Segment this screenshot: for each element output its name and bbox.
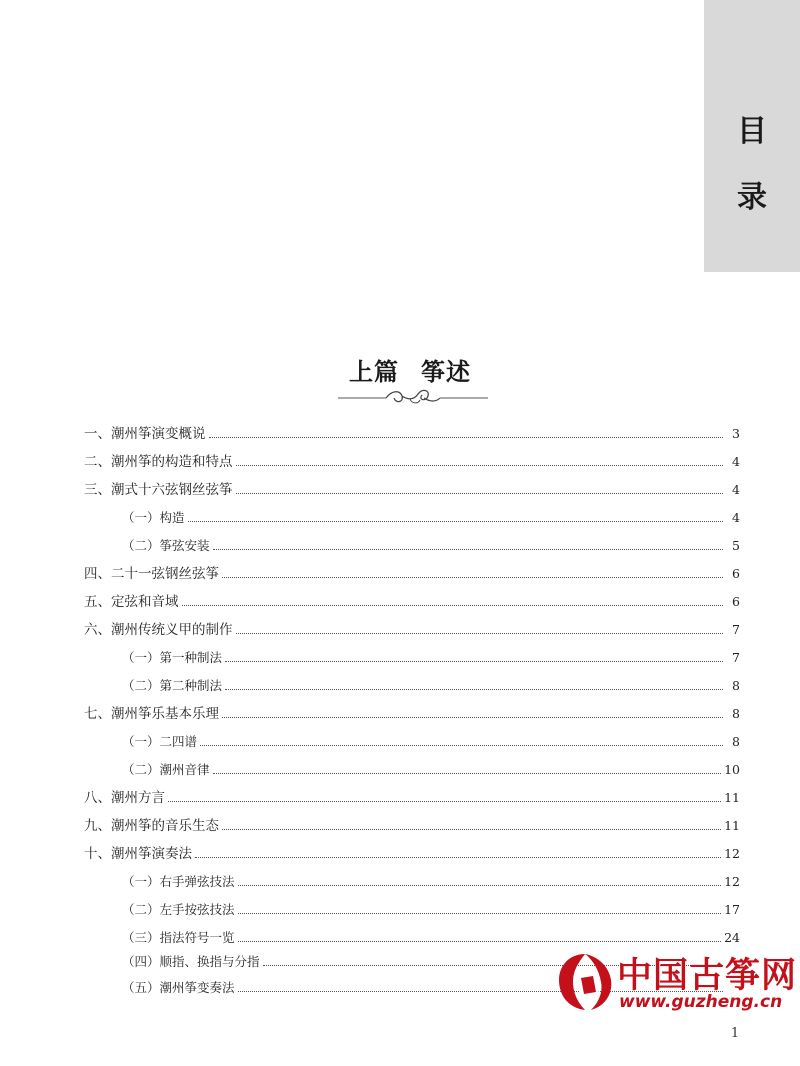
toc-entry-label: （一）构造 [122, 510, 185, 525]
section-title [250, 352, 570, 387]
toc-entry-label: 十、潮州筝演奏法 [84, 846, 192, 862]
watermark-site-name: 中国古筝网 [617, 956, 798, 996]
toc-entry-label: （三）指法符号一览 [122, 930, 235, 945]
toc-leader [238, 913, 722, 914]
site-watermark [555, 948, 798, 1018]
toc-entry-page: 6 [732, 566, 740, 581]
toc-entry-label: （五）潮州筝变奏法 [122, 980, 235, 995]
toc-entry-page: 17 [724, 902, 740, 917]
toc-entry[interactable] [84, 620, 740, 640]
toc-entry-page: 4 [732, 454, 740, 469]
toc-subentry[interactable] [122, 676, 740, 696]
toc-entry-label: （一）第一种制法 [122, 650, 223, 665]
section-title-part1: 上篇 [349, 357, 399, 386]
side-tab-char-mu: 目 [737, 114, 767, 149]
toc-entry-label: 二、潮州筝的构造和特点 [84, 454, 233, 470]
toc-entry[interactable] [84, 592, 740, 612]
toc-leader [222, 829, 721, 830]
toc-entry-page: 11 [724, 790, 740, 805]
toc-leader [200, 745, 723, 746]
guzheng-logo-icon [555, 950, 615, 1014]
toc-entry-label: （一）二四谱 [122, 734, 198, 749]
toc-entry-page: 24 [724, 930, 740, 945]
toc-entry-label: 一、潮州筝演变概说 [84, 426, 206, 442]
toc-entry-label: 八、潮州方言 [84, 790, 165, 806]
toc-leader [168, 801, 721, 802]
toc-leader [222, 717, 723, 718]
toc-entry-page: 10 [724, 762, 740, 777]
toc-side-tab [704, 0, 800, 272]
toc-leader [182, 605, 724, 606]
toc-subentry[interactable] [122, 872, 740, 892]
toc-entry-label: 七、潮州筝乐基本乐理 [84, 706, 219, 722]
toc-entry-page: 5 [732, 538, 740, 553]
toc-entry[interactable] [84, 424, 740, 444]
toc-entry-label: 六、潮州传统义甲的制作 [84, 622, 233, 638]
page-number: 1 [730, 1026, 740, 1041]
toc-subentry[interactable] [122, 536, 740, 556]
watermark-url[interactable]: www.guzheng.cn [619, 992, 783, 1012]
toc-leader [209, 437, 724, 438]
toc-leader [222, 577, 723, 578]
toc-leader [236, 465, 724, 466]
toc-entry-page: 8 [732, 706, 740, 721]
toc-entry-label: 四、二十一弦钢丝弦筝 [84, 566, 219, 582]
toc-entry-page: 8 [732, 678, 740, 693]
toc-subentry[interactable] [122, 928, 740, 948]
toc-entry-label: （四）顺指、换指与分指 [122, 954, 260, 969]
toc-entry[interactable] [84, 704, 740, 724]
toc-entry[interactable] [84, 480, 740, 500]
toc-leader [195, 857, 721, 858]
side-tab-char-lu: 录 [737, 180, 767, 215]
section-title-part2: 筝述 [421, 357, 471, 386]
toc-entry-page: 12 [724, 846, 740, 861]
toc-leader [236, 493, 724, 494]
title-ornament-icon [338, 386, 488, 408]
toc-leader [236, 633, 724, 634]
toc-entry[interactable] [84, 452, 740, 472]
toc-entry[interactable] [84, 844, 740, 864]
toc-entry-page: 11 [724, 818, 740, 833]
toc-entry-label: 五、定弦和音域 [84, 594, 179, 610]
toc-subentry[interactable] [122, 648, 740, 668]
toc-subentry[interactable] [122, 508, 740, 528]
toc-entry-label: （二）潮州音律 [122, 762, 210, 777]
toc-entry-label: （二）第二种制法 [122, 678, 223, 693]
toc-leader [225, 661, 723, 662]
toc-entry-page: 6 [732, 594, 740, 609]
toc-subentry[interactable] [122, 760, 740, 780]
toc-entry-label: 九、潮州筝的音乐生态 [84, 818, 219, 834]
toc-entry-page: 3 [732, 426, 740, 441]
toc-entry-page: 7 [732, 622, 740, 637]
toc-entry[interactable] [84, 788, 740, 808]
toc-subentry[interactable] [122, 732, 740, 752]
toc-entry-label: （二）左手按弦技法 [122, 902, 235, 917]
toc-entry-page: 4 [732, 510, 740, 525]
toc-entry-label: （二）筝弦安装 [122, 538, 210, 553]
toc-entry-label: 三、潮式十六弦钢丝弦筝 [84, 482, 233, 498]
toc-entry[interactable] [84, 564, 740, 584]
toc-leader [213, 773, 722, 774]
toc-leader [188, 521, 723, 522]
toc-leader [213, 549, 723, 550]
toc-entry-label: （一）右手弹弦技法 [122, 874, 235, 889]
toc-leader [238, 885, 722, 886]
toc-leader [225, 689, 723, 690]
toc-entry-page: 8 [732, 734, 740, 749]
toc-entry-page: 4 [732, 482, 740, 497]
toc-subentry[interactable] [122, 900, 740, 920]
toc-leader [238, 941, 722, 942]
toc-entry[interactable] [84, 816, 740, 836]
toc-entry-page: 7 [732, 650, 740, 665]
toc-entry-page: 12 [724, 874, 740, 889]
